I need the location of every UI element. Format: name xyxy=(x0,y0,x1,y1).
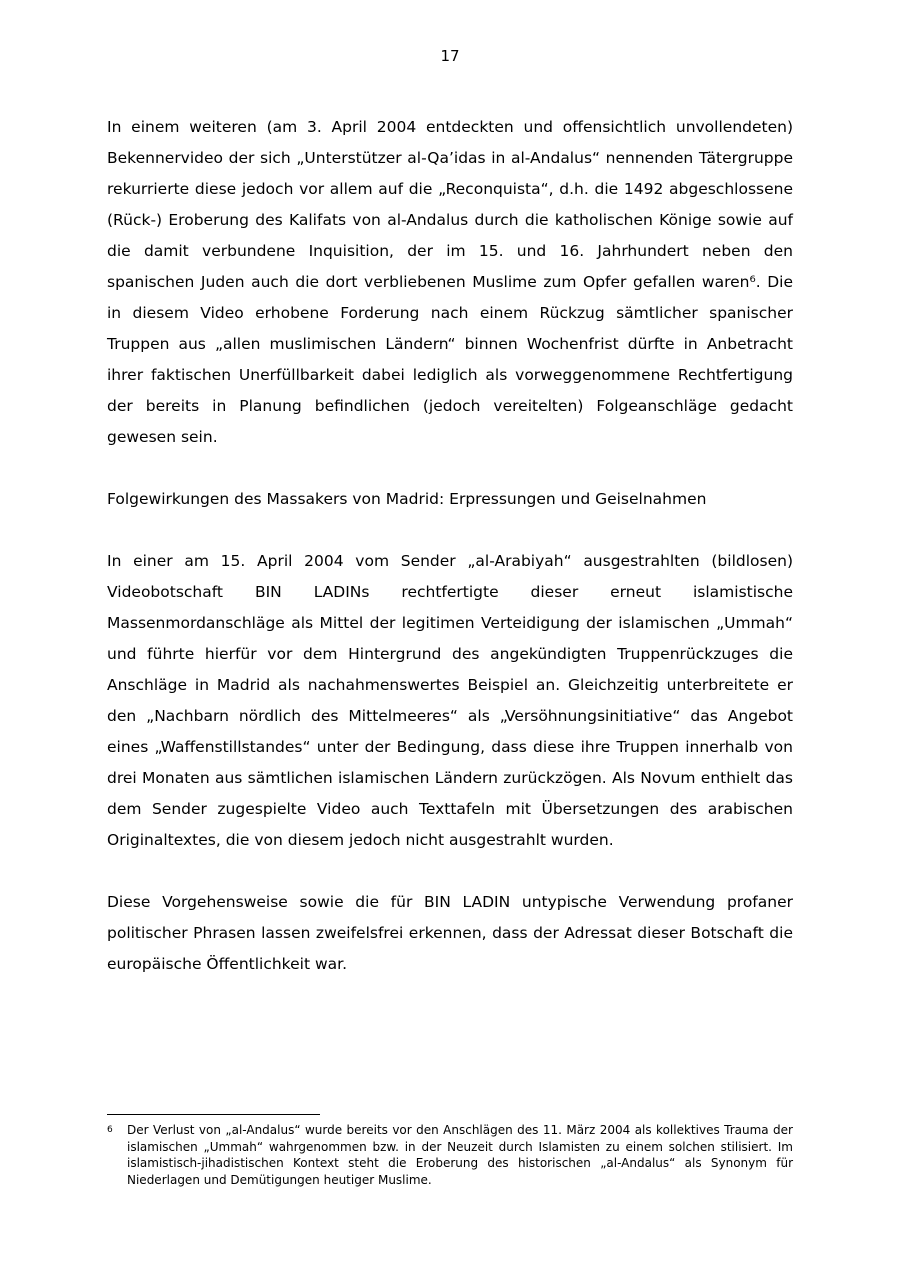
footnote-separator xyxy=(107,1114,320,1115)
footnote-marker: 6 xyxy=(107,1125,113,1135)
footnote-body xyxy=(107,1122,793,1188)
paragraph-3: Diese Vorgehensweise sowie die für BIN LADIN untypische Verwendung profaner politischer Phrasen lassen zweifelsfrei erkennen, dass der Adressat dieser Botschaft die europäische Öffentlichkeit war. xyxy=(107,893,793,973)
page-content xyxy=(107,112,793,1011)
footnote-text: Der Verlust von „al-Andalus“ wurde bereits vor den Anschlägen des 11. März 2004 als kollektives Trauma der islamischen „Ummah“ wahrgenommen bzw. in der Neuzeit durch Islamisten zu einem solchen stilisiert. Im islamistisch-jihadistischen Kontext steht die Eroberung des historischen „al-Andalus“ als Synonym für Niederlagen und Demütigungen heutiger Muslime. xyxy=(127,1123,793,1187)
paragraph-2: In einer am 15. April 2004 vom Sender „al-Arabiyah“ ausgestrahlten (bildlosen) Videobotschaft BIN LADINs rechtfertigte dieser erneut islamistische Massenmordanschläge als Mittel der legitimen Verteidigung der islamischen „Ummah“ und führte hierfür vor dem Hintergrund des angekündigten Truppenrückzuges die Anschläge in Madrid als nachahmenswertes Beispiel an. Gleichzeitig unterbreitete er den „Nachbarn nördlich des Mittelmeeres“ als „Versöhnungsinitiative“ das Angebot eines „Waffenstillstandes“ unter der Bedingung, dass diese ihre Truppen innerhalb von drei Monaten aus sämtlichen islamischen Ländern zurückzögen. Als Novum enthielt das dem Sender zugespielte Video auch Texttafeln mit Übersetzungen des arabischen Originaltextes, die von diesem jedoch nicht ausgestrahlt wurden. xyxy=(107,552,793,849)
section-heading: Folgewirkungen des Massakers von Madrid: Erpressungen und Geiselnahmen xyxy=(107,490,707,508)
page-number: 17 xyxy=(440,47,460,65)
paragraph-1: In einem weiteren (am 3. April 2004 entdeckten und offensichtlich unvollendeten) Bekennervideo der sich „Unterstützer al-Qa’idas in al-Andalus“ nennenden Tätergruppe rekurrierte diese jedoch vor allem auf die „Reconquista“, d.h. die 1492 abgeschlossene (Rück-) Eroberung des Kalifats von al-Andalus durch die katholischen Könige sowie auf die damit verbundene Inquisition, der im 15. und 16. Jahrhundert neben den spanischen Juden auch die dort verbliebenen Muslime zum Opfer gefallen waren⁶. Die in diesem Video erhobene Forderung nach einem Rückzug sämtlicher spanischer Truppen aus „allen muslimischen Ländern“ binnen Wochenfrist dürfte in Anbetracht ihrer faktischen Unerfüllbarkeit dabei lediglich als vorweggenommene Rechtfertigung der bereits in Planung befindlichen (jedoch vereitelten) Folgeanschläge gedacht gewesen sein. xyxy=(107,118,793,446)
footnote xyxy=(107,1114,793,1188)
